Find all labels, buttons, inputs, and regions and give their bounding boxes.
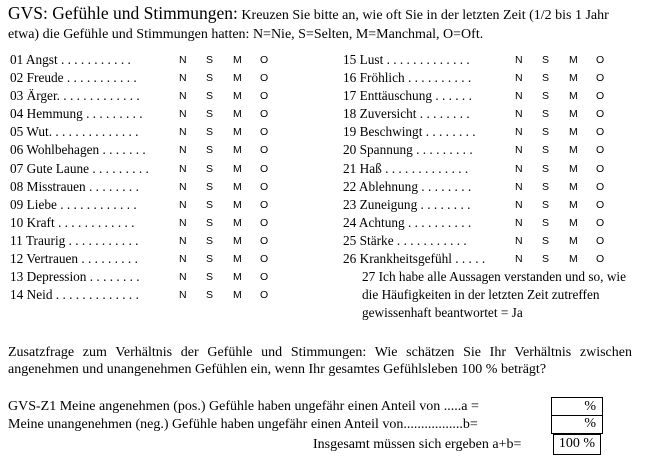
frequency-option[interactable]: S	[542, 144, 550, 157]
frequency-option[interactable]: O	[596, 144, 605, 157]
frequency-option[interactable]: M	[233, 198, 242, 211]
frequency-option[interactable]: S	[206, 144, 214, 157]
frequency-option[interactable]: M	[569, 180, 578, 193]
frequency-option[interactable]: O	[260, 162, 269, 175]
frequency-option[interactable]: O	[260, 198, 269, 211]
survey-item-label: 16 Fröhlich . . . . . . . . . .	[343, 70, 472, 86]
frequency-option[interactable]: N	[515, 162, 523, 175]
frequency-option[interactable]: M	[233, 54, 242, 66]
frequency-option[interactable]: N	[179, 162, 187, 175]
survey-item-label: 25 Stärke . . . . . . . . . . .	[343, 232, 467, 248]
survey-item-label: 12 Vertrauen . . . . . . . . .	[10, 251, 138, 267]
frequency-options	[515, 196, 623, 214]
frequency-option[interactable]: N	[179, 289, 187, 302]
frequency-option[interactable]: M	[569, 234, 578, 247]
frequency-options	[179, 250, 287, 268]
frequency-option[interactable]: S	[206, 126, 214, 139]
frequency-option[interactable]: N	[179, 234, 187, 247]
frequency-option[interactable]: N	[179, 54, 187, 66]
frequency-options	[179, 268, 287, 286]
frequency-option[interactable]: N	[515, 54, 523, 66]
frequency-option[interactable]: S	[206, 108, 214, 121]
frequency-option[interactable]: M	[233, 90, 242, 103]
frequency-option[interactable]: O	[596, 198, 605, 211]
frequency-option[interactable]: O	[260, 126, 269, 139]
frequency-options	[179, 232, 287, 250]
frequency-option[interactable]: S	[542, 54, 550, 66]
frequency-option[interactable]: S	[542, 126, 550, 139]
frequency-options	[515, 123, 623, 141]
frequency-option[interactable]: M	[569, 216, 578, 229]
frequency-option[interactable]: S	[542, 108, 550, 121]
survey-item-label: 02 Freude . . . . . . . . . . .	[10, 70, 137, 86]
frequency-option[interactable]: N	[179, 72, 187, 85]
frequency-options	[515, 214, 623, 232]
frequency-option[interactable]: O	[260, 234, 269, 247]
frequency-option[interactable]: M	[233, 72, 242, 85]
positive-share-label: GVS-Z1 Meine angenehmen (pos.) Gefühle haben ungefähr einen Anteil von .....a =	[8, 399, 479, 414]
survey-item-label: 22 Ablehnung . . . . . . . .	[343, 178, 472, 194]
frequency-option[interactable]: M	[569, 126, 578, 139]
frequency-option[interactable]: O	[596, 54, 605, 66]
survey-item-label: 10 Kraft . . . . . . . . . . . .	[10, 214, 135, 230]
frequency-option[interactable]: S	[542, 72, 550, 85]
frequency-option[interactable]: S	[206, 180, 214, 193]
frequency-option[interactable]: S	[206, 90, 214, 103]
frequency-options	[179, 214, 287, 232]
survey-item-label: 20 Spannung . . . . . . . . .	[343, 142, 473, 158]
frequency-options	[515, 69, 623, 87]
negative-share-label: Meine unangenehmen (neg.) Gefühle haben ungefähr einen Anteil von.................b=	[8, 417, 478, 432]
negative-share-field[interactable]: %	[551, 415, 603, 434]
frequency-option[interactable]: O	[596, 180, 605, 193]
frequency-option[interactable]: M	[569, 253, 578, 266]
frequency-options	[515, 105, 623, 123]
frequency-option[interactable]: N	[179, 144, 187, 157]
frequency-option[interactable]: S	[542, 234, 550, 247]
frequency-option[interactable]: M	[233, 108, 242, 121]
frequency-option[interactable]: S	[206, 234, 214, 247]
frequency-option[interactable]: M	[569, 72, 578, 85]
frequency-options	[179, 105, 287, 123]
frequency-option[interactable]: N	[515, 72, 523, 85]
frequency-option[interactable]: S	[542, 253, 550, 266]
frequency-option[interactable]: S	[206, 54, 214, 66]
survey-item-label: 26 Krankheitsgefühl . . . . .	[343, 251, 486, 267]
frequency-option[interactable]: N	[515, 253, 523, 266]
frequency-option[interactable]: M	[569, 54, 578, 66]
frequency-option[interactable]: S	[542, 198, 550, 211]
frequency-options	[179, 196, 287, 214]
survey-item-label: 11 Traurig . . . . . . . . . . .	[10, 232, 139, 248]
frequency-option[interactable]: M	[233, 289, 242, 302]
frequency-option[interactable]: N	[179, 216, 187, 229]
frequency-option[interactable]: S	[206, 271, 214, 284]
survey-item-label: 01 Angst . . . . . . . . . . .	[10, 52, 131, 67]
frequency-option[interactable]: N	[179, 180, 187, 193]
frequency-options	[515, 232, 623, 250]
frequency-option[interactable]: M	[233, 126, 242, 139]
survey-item-label: 05 Wut. . . . . . . . . . . . . .	[10, 124, 139, 140]
survey-item-label: 14 Neid . . . . . . . . . . . . .	[10, 287, 139, 303]
survey-item-label: 23 Zuneigung . . . . . . . .	[343, 196, 471, 212]
survey-item-label: 18 Zuversicht . . . . . . . .	[343, 106, 470, 122]
survey-item-label: 15 Lust . . . . . . . . . . . . .	[343, 52, 470, 67]
total-label: Insgesamt müssen sich ergeben a+b=	[313, 437, 522, 452]
frequency-option[interactable]: N	[179, 90, 187, 103]
frequency-option[interactable]: N	[515, 234, 523, 247]
frequency-option[interactable]: S	[542, 90, 550, 103]
page-title	[8, 4, 642, 44]
frequency-option[interactable]: O	[596, 90, 605, 103]
frequency-option[interactable]: O	[596, 253, 605, 266]
survey-item-label: 21 Haß . . . . . . . . . . . . .	[343, 160, 469, 176]
frequency-option[interactable]: N	[179, 271, 187, 284]
survey-item-label: 06 Wohlbehagen . . . . . . .	[10, 142, 146, 158]
frequency-option[interactable]: M	[569, 90, 578, 103]
frequency-option[interactable]: O	[596, 162, 605, 175]
survey-item-label: 19 Beschwingt . . . . . . . .	[343, 124, 476, 140]
survey-item-label: 24 Achtung . . . . . . . . . .	[343, 214, 472, 230]
frequency-option[interactable]: O	[596, 72, 605, 85]
frequency-options	[179, 123, 287, 141]
frequency-option[interactable]: M	[569, 144, 578, 157]
survey-item-label: 07 Gute Laune . . . . . . . . .	[10, 160, 149, 176]
frequency-options	[515, 178, 623, 196]
frequency-options	[179, 141, 287, 159]
frequency-option[interactable]: O	[260, 216, 269, 229]
survey-item-label: 08 Misstrauen . . . . . . . .	[10, 178, 139, 194]
survey-item-label: 09 Liebe . . . . . . . . . . . .	[10, 196, 137, 212]
frequency-option[interactable]: S	[206, 198, 214, 211]
additional-question: Zusatzfrage zum Verhältnis der Gefühle und Stimmungen: Wie schätzen Sie Ihr Verhältnis zwischen angenehmen und unangenehmen Gefühlen ein, wenn Ihr gesamtes Gefühlsleben 100 % beträgt?	[8, 345, 632, 377]
frequency-option[interactable]: O	[260, 180, 269, 193]
frequency-option[interactable]: S	[206, 289, 214, 302]
frequency-option[interactable]: M	[569, 108, 578, 121]
frequency-options	[515, 51, 623, 69]
frequency-option[interactable]: O	[260, 253, 269, 266]
frequency-option[interactable]: S	[206, 253, 214, 266]
frequency-option[interactable]: O	[260, 108, 269, 121]
frequency-option[interactable]: M	[233, 271, 242, 284]
frequency-options	[179, 69, 287, 87]
frequency-option[interactable]: N	[179, 108, 187, 121]
frequency-option[interactable]: O	[596, 216, 605, 229]
frequency-option[interactable]: O	[596, 126, 605, 139]
title-instruction: Kreuzen Sie bitte an, wie oft Sie in der letzten Zeit (1/2 bis 1 Jahr etwa) die Gefühle und Stimmungen hatten: N=Nie, S=Selten, M=Manchmal, O=Oft.	[8, 8, 609, 42]
frequency-options	[179, 286, 287, 304]
frequency-options	[179, 51, 287, 69]
frequency-option[interactable]: O	[260, 289, 269, 302]
frequency-options	[515, 160, 623, 178]
frequency-options	[515, 87, 623, 105]
frequency-option[interactable]: N	[179, 253, 187, 266]
frequency-option[interactable]: N	[515, 126, 523, 139]
frequency-option[interactable]: N	[515, 198, 523, 211]
frequency-options	[515, 141, 623, 159]
frequency-option[interactable]: O	[260, 144, 269, 157]
frequency-option[interactable]: N	[515, 144, 523, 157]
frequency-option[interactable]: S	[542, 216, 550, 229]
frequency-option[interactable]: M	[233, 253, 242, 266]
frequency-option[interactable]: S	[206, 162, 214, 175]
positive-share-field[interactable]: %	[551, 397, 603, 416]
frequency-option[interactable]: M	[233, 180, 242, 193]
frequency-option[interactable]: S	[542, 180, 550, 193]
survey-item-label: 04 Hemmung . . . . . . . . .	[10, 106, 143, 122]
frequency-options	[515, 250, 623, 268]
frequency-option[interactable]: M	[233, 144, 242, 157]
frequency-option[interactable]: O	[260, 90, 269, 103]
frequency-option[interactable]: M	[233, 234, 242, 247]
frequency-option[interactable]: N	[515, 108, 523, 121]
frequency-option[interactable]: S	[206, 216, 214, 229]
frequency-options	[179, 178, 287, 196]
frequency-option[interactable]: M	[569, 162, 578, 175]
frequency-option[interactable]: M	[569, 198, 578, 211]
frequency-option[interactable]: O	[596, 108, 605, 121]
survey-item-label: 03 Ärger. . . . . . . . . . . . .	[10, 88, 140, 104]
frequency-option[interactable]: N	[515, 216, 523, 229]
frequency-option[interactable]: M	[233, 162, 242, 175]
frequency-option[interactable]: M	[233, 216, 242, 229]
survey-item-label: 17 Enttäuschung . . . . . .	[343, 88, 472, 104]
total-field: 100 %	[553, 434, 601, 455]
survey-item-label: 13 Depression . . . . . . . .	[10, 269, 140, 285]
frequency-options	[179, 87, 287, 105]
frequency-option[interactable]: N	[179, 126, 187, 139]
frequency-option[interactable]: O	[260, 72, 269, 85]
frequency-option[interactable]: N	[515, 90, 523, 103]
frequency-option[interactable]: S	[206, 72, 214, 85]
frequency-option[interactable]: O	[596, 234, 605, 247]
frequency-option[interactable]: O	[260, 271, 269, 284]
frequency-option[interactable]: S	[542, 162, 550, 175]
frequency-option[interactable]: N	[179, 198, 187, 211]
item-27-confirmation: 27 Ich habe alle Aussagen verstanden und so, wie die Häufigkeiten in der letzten Zeit zutreffen gewissenhaft beantwortet = Ja	[362, 269, 627, 320]
title-lead: GVS: Gefühle und Stimmungen:	[8, 3, 238, 23]
frequency-options	[179, 160, 287, 178]
frequency-option[interactable]: O	[260, 54, 269, 66]
frequency-option[interactable]: N	[515, 180, 523, 193]
